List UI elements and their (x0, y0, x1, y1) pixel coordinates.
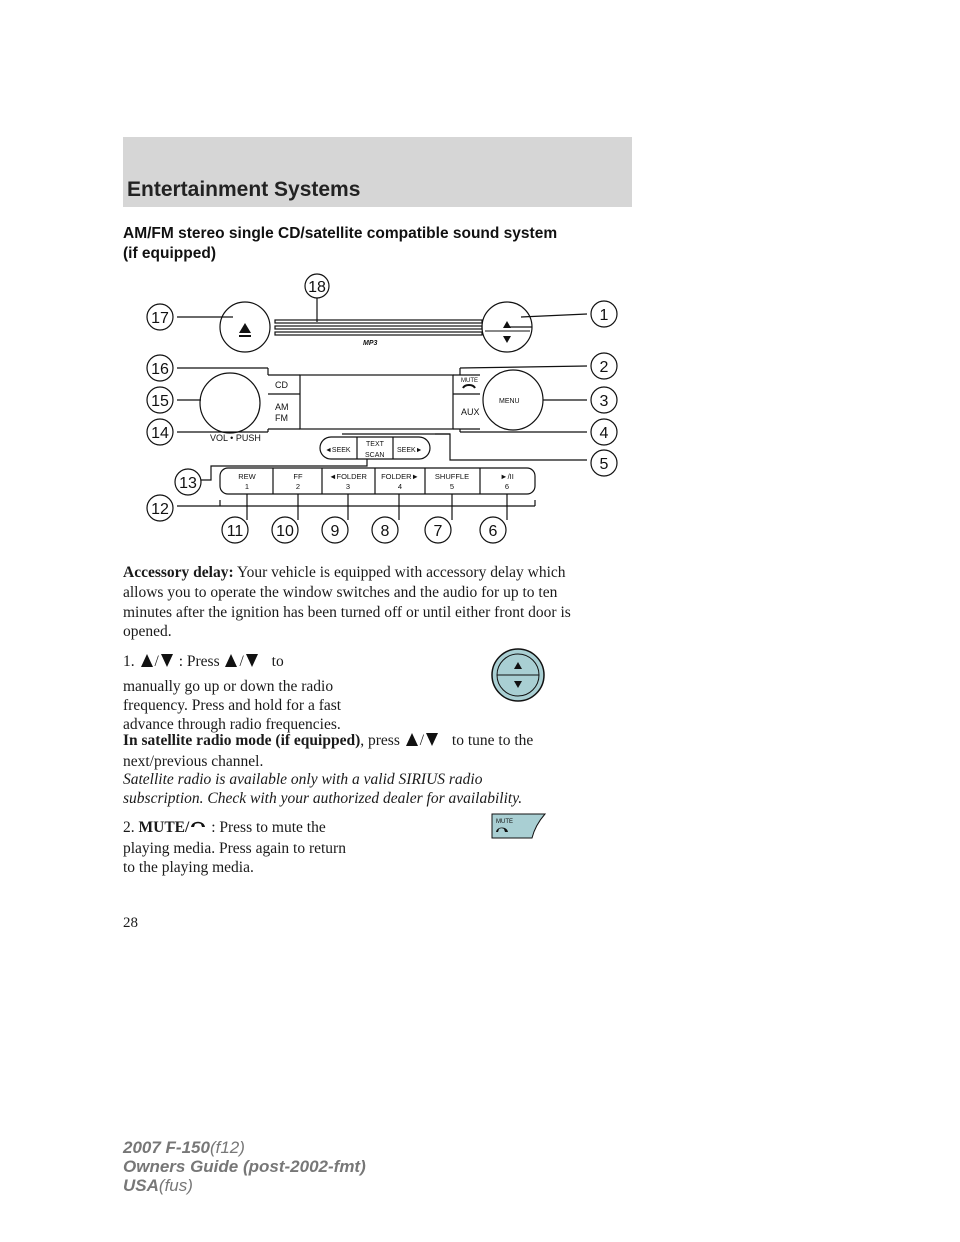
footer-model: 2007 F-150 (123, 1138, 210, 1157)
callout-10: 10 (276, 523, 294, 540)
callout-3: 3 (599, 393, 609, 410)
preset-1-name: REW (238, 472, 256, 481)
text-label: TEXT (366, 441, 384, 448)
item-1-line-2: manually go up or down the radio (123, 678, 334, 695)
callout-6: 6 (488, 523, 498, 540)
page-header-title: Entertainment Systems (127, 178, 361, 201)
down-arrow-icon (161, 654, 173, 667)
phone-icon (189, 819, 207, 829)
callout-13: 13 (179, 475, 197, 492)
callout-1: 1 (599, 307, 609, 324)
satellite-note-2: subscription. Check with your authorized dealer for availability. (123, 790, 523, 807)
up-arrow-icon (141, 654, 153, 667)
section-heading (123, 224, 643, 264)
item-2-number: 2. (123, 819, 135, 836)
footer-guide: Owners Guide (post-2002-fmt) (123, 1157, 366, 1176)
callout-7: 7 (433, 523, 443, 540)
mute-button-label: MUTE (496, 819, 513, 825)
scan-label: SCAN (365, 452, 385, 459)
phone-icon (463, 385, 475, 388)
callout-2: 2 (599, 359, 609, 376)
seek-left-label: ◄SEEK (325, 447, 351, 454)
callout-12: 12 (151, 501, 169, 518)
accessory-line-1 (123, 563, 566, 582)
satellite-label: In satellite radio mode (if equipped) (123, 732, 361, 749)
section-heading-line-1: AM/FM stereo single CD/satellite compatible sound system (123, 225, 558, 242)
preset-2-num: 2 (295, 482, 301, 491)
mute-button-illustration (490, 810, 550, 840)
footer-region: USA (123, 1176, 159, 1195)
preset-5-num: 5 (449, 482, 455, 491)
slash-3: / (419, 732, 425, 749)
page-number: 28 (123, 915, 138, 931)
satellite-press: , press (360, 732, 400, 749)
callout-18: 18 (308, 279, 326, 296)
mute-label: MUTE (461, 378, 478, 384)
callout-14: 14 (151, 425, 169, 442)
preset-2-name: FF (293, 472, 303, 481)
footer (123, 1138, 366, 1195)
fm-label: FM (275, 413, 288, 423)
footer-model-code: (f12) (209, 1138, 245, 1157)
item-1-line-3: frequency. Press and hold for a fast (123, 697, 342, 714)
volume-knob (200, 373, 260, 433)
item-2-label: MUTE/ (138, 819, 190, 836)
preset-4-num: 4 (397, 482, 403, 491)
preset-3-num: 3 (345, 482, 351, 491)
callout-8: 8 (380, 523, 390, 540)
mp3-label: MP3 (363, 340, 378, 347)
item-2-line-2: playing media. Press again to return (123, 840, 346, 857)
item-2-line-1 (123, 818, 326, 837)
satellite-line-1 (123, 731, 533, 750)
section-heading-line-2: (if equipped) (123, 245, 216, 262)
aux-label: AUX (461, 407, 480, 417)
slash-1: / (154, 653, 159, 670)
callout-5: 5 (599, 456, 609, 473)
am-label: AM (275, 402, 289, 412)
slash-2: / (239, 653, 244, 670)
preset-4-name: FOLDER► (381, 472, 419, 481)
preset-6-num: 6 (504, 482, 510, 491)
preset-1-num: 1 (244, 482, 250, 491)
vol-push-label: VOL • PUSH (210, 433, 261, 443)
callout-15: 15 (151, 393, 169, 410)
callout-11: 11 (226, 523, 244, 540)
menu-label: MENU (499, 398, 520, 405)
callout-4: 4 (599, 425, 609, 442)
cd-label: CD (275, 380, 288, 390)
preset-3-name: ◄FOLDER (329, 472, 367, 481)
footer-line-1 (123, 1138, 366, 1157)
callout-9: 9 (330, 523, 340, 540)
preset-5-name: SHUFFLE (434, 472, 470, 481)
item-2-line-3: to the playing media. (123, 859, 254, 876)
satellite-tune: to tune to the (451, 732, 534, 749)
item-1-line-1 (123, 652, 284, 671)
accessory-line-3: minutes after the ignition has been turned off or until either front door is (123, 604, 571, 621)
accessory-label: Accessory delay: (123, 564, 234, 581)
item-1-to: to (271, 653, 284, 670)
preset-6-name: ►/II (500, 472, 514, 481)
up-arrow-icon (225, 654, 237, 667)
down-arrow-icon (246, 654, 258, 667)
seek-right-label: SEEK► (397, 447, 423, 454)
footer-line-3 (123, 1176, 366, 1195)
item-1-press: : Press (178, 653, 220, 670)
item-1-line-4: advance through radio frequencies. (123, 716, 341, 733)
item-2-text: : Press to mute the (211, 819, 326, 836)
radio-faceplate-diagram (135, 270, 625, 550)
callout-16: 16 (151, 361, 169, 378)
satellite-note-1: Satellite radio is available only with a valid SIRIUS radio (123, 771, 483, 788)
callout-17: 17 (151, 310, 169, 327)
accessory-text-1: Your vehicle is equipped with accessory delay which (236, 564, 566, 581)
tune-knob-illustration (490, 647, 546, 703)
accessory-line-4: opened. (123, 623, 172, 640)
footer-region-code: (fus) (158, 1176, 193, 1195)
up-arrow-icon (406, 733, 418, 746)
accessory-line-2: allows you to operate the window switches and the audio for up to ten (123, 584, 558, 601)
down-arrow-icon (426, 733, 438, 746)
satellite-line-2: next/previous channel. (123, 753, 264, 770)
item-1-number: 1. (123, 653, 135, 670)
